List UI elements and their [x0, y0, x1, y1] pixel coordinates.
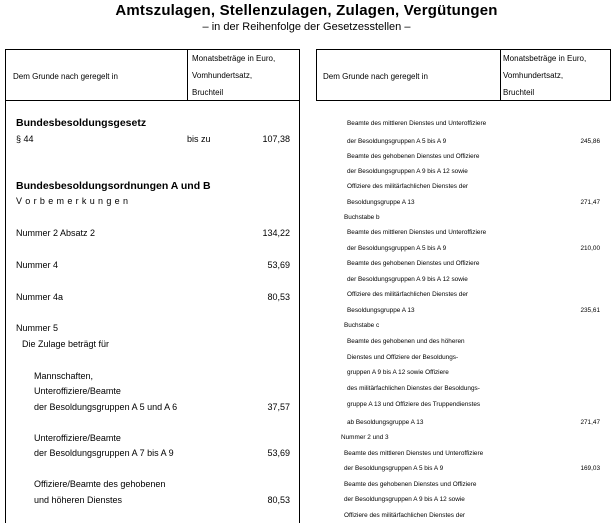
right-line-19: gruppe A 13 und Offiziere des Truppendienstes	[347, 401, 481, 408]
group2-line1: Unteroffiziere/Beamte	[34, 433, 121, 443]
right-amount-6: 169,03	[580, 465, 600, 472]
amount-header-line-2: Vomhundertsatz,	[503, 71, 564, 80]
left-column-border-left	[5, 101, 6, 523]
right-line-26: Offiziere des militärfachlichen Dienstes der	[344, 512, 466, 519]
qualifier-bis-zu: bis zu	[187, 134, 211, 144]
group3-line1: Offiziere/Beamte des gehobenen	[34, 479, 166, 489]
group1-line2: Unteroffiziere/Beamte	[34, 386, 121, 396]
right-amount-header	[503, 50, 586, 101]
entry-label-n2a2: Nummer 2 Absatz 2	[16, 228, 96, 238]
amount-group2: 53,69	[267, 448, 290, 458]
section-heading-bbo: Bundesbesoldungsordnungen A und B	[16, 180, 211, 192]
right-line-8: Beamte des mittleren Dienstes und Unteroffiziere	[347, 229, 487, 236]
right-amount-3: 210,00	[580, 245, 600, 252]
right-amount-1: 245,86	[580, 138, 600, 145]
group1-line3: der Besoldungsgruppen A 5 und A 6	[34, 402, 178, 412]
right-line-25: der Besoldungsgruppen A 9 bis A 12 sowie	[344, 496, 465, 503]
right-line-12: Offiziere des militärfachlichen Dienstes der	[347, 291, 469, 298]
vorbemerkungen-heading: V o r b e m e r k u n g e n	[16, 196, 129, 206]
right-line-1: Beamte des mittleren Dienstes und Unteroffiziere	[347, 120, 487, 127]
page-title: Amtszulagen, Stellenzulagen, Zulagen, Vergütungen	[115, 2, 498, 19]
amount-n2a2: 134,22	[262, 228, 290, 238]
section-heading-bbesg: Bundesbesoldungsgesetz	[16, 117, 147, 129]
right-line-4: der Besoldungsgruppen A 9 bis A 12 sowie	[347, 168, 468, 175]
entry-label-n4a: Nummer 4a	[16, 292, 64, 302]
amount-group1: 37,57	[267, 402, 290, 412]
amount-header-line-3: Bruchteil	[192, 88, 224, 97]
right-amount-4: 235,61	[580, 307, 600, 314]
right-header-divider	[500, 49, 501, 101]
right-line-13: Besoldungsgruppe A 13	[347, 307, 415, 314]
left-header-divider	[187, 49, 188, 101]
right-line-17: gruppen A 9 bis A 12 sowie Offiziere	[347, 369, 449, 376]
right-line-9: der Besoldungsgruppen A 5 bis A 9	[347, 245, 447, 252]
n5-intro: Die Zulage beträgt für	[22, 339, 110, 349]
entry-label-n5: Nummer 5	[16, 323, 59, 333]
right-line-18: des militärfachlichen Dienstes der Besoldungs-	[347, 385, 480, 392]
right-buchstabe-c: Buchstabe c	[344, 322, 380, 329]
right-col-label: Dem Grunde nach geregelt in	[323, 72, 428, 81]
right-line-3: Beamte des gehobenen Dienstes und Offiziere	[347, 153, 480, 160]
right-line-24: Beamte des gehobenen Dienstes und Offiziere	[344, 481, 477, 488]
group3-line2: und höheren Dienstes	[34, 495, 123, 505]
right-line-16: Dienstes und Offiziere der Besoldungs-	[347, 354, 459, 361]
left-amount-header	[192, 50, 275, 101]
right-amount-2: 271,47	[580, 199, 600, 206]
right-line-6: Besoldungsgruppe A 13	[347, 199, 415, 206]
amount-header-line-2: Vomhundertsatz,	[192, 71, 253, 80]
right-line-2: der Besoldungsgruppen A 5 bis A 9	[347, 138, 447, 145]
amount-header-line-3: Bruchteil	[503, 88, 535, 97]
right-line-23: der Besoldungsgruppen A 5 bis A 9	[344, 465, 444, 472]
amount-group3: 80,53	[267, 495, 290, 505]
page-subtitle: – in der Reihenfolge der Gesetzesstellen –	[202, 21, 411, 33]
paragraph-44: § 44	[16, 134, 34, 144]
right-buchstabe-b: Buchstabe b	[344, 214, 380, 221]
right-line-15: Beamte des gehobenen und des höheren	[347, 338, 465, 345]
amount-n4a: 80,53	[267, 292, 290, 302]
right-nummer-2-3: Nummer 2 und 3	[341, 434, 389, 441]
right-line-20: ab Besoldungsgruppe A 13	[347, 419, 424, 426]
right-line-22: Beamte des mittleren Dienstes und Unteroffiziere	[344, 450, 484, 457]
amount-header-line-1: Monatsbeträge in Euro,	[503, 54, 587, 63]
entry-label-n4: Nummer 4	[16, 260, 59, 270]
right-line-10: Beamte des gehobenen Dienstes und Offiziere	[347, 260, 480, 267]
group2-line2: der Besoldungsgruppen A 7 bis A 9	[34, 448, 174, 458]
amount-bbesg: 107,38	[262, 134, 290, 144]
right-line-5: Offiziere des militärfachlichen Dienstes der	[347, 183, 469, 190]
amount-n4: 53,69	[267, 260, 290, 270]
group1-line1: Mannschaften,	[34, 371, 94, 381]
right-line-11: der Besoldungsgruppen A 9 bis A 12 sowie	[347, 276, 468, 283]
left-col-label: Dem Grunde nach geregelt in	[13, 72, 118, 81]
left-column-border-right	[299, 101, 300, 523]
amount-header-line-1: Monatsbeträge in Euro,	[192, 54, 276, 63]
right-amount-5: 271,47	[580, 419, 600, 426]
